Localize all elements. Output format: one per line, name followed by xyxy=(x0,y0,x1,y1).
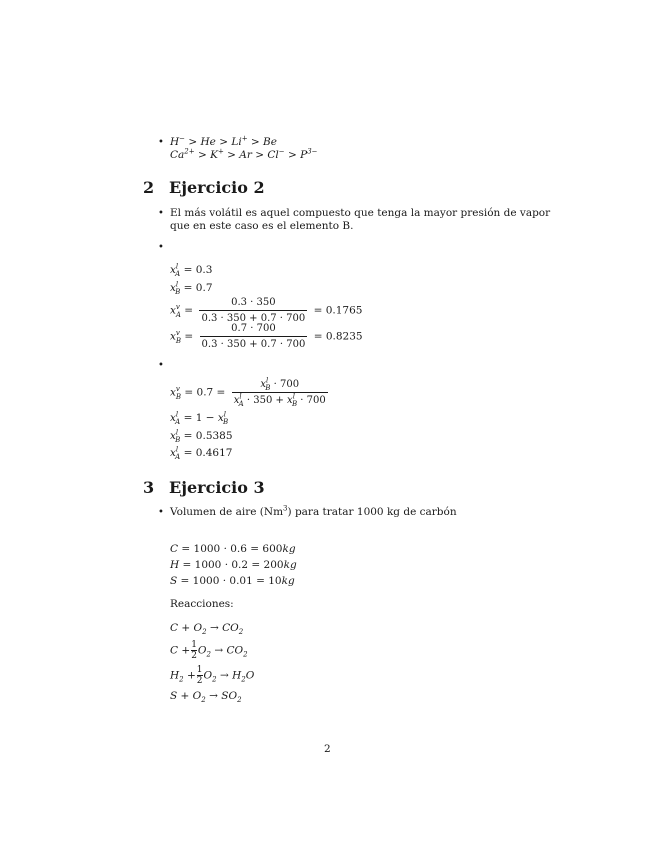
equation-xlB: $x^l_B = 0.7$ xyxy=(170,280,213,297)
reaction-4: $S + O_2 \to SO_2$ xyxy=(170,690,242,705)
paragraph-line: que en este caso es el elemento B. xyxy=(170,220,354,232)
section-number: 2 xyxy=(143,178,155,197)
section-title: Ejercicio 3 xyxy=(169,478,265,497)
bullet-icon: • xyxy=(158,507,164,518)
reaction-2: C + $\frac{1}{2}$ $O_2 \to CO_2$ xyxy=(170,640,248,661)
bullet-icon: • xyxy=(158,242,164,253)
equation-xlA: $x^l_A = 0.3$ xyxy=(170,262,213,279)
bullet-icon: • xyxy=(158,360,164,371)
equation-xlA-result: $x^l_A = 0.4617$ xyxy=(170,445,233,462)
section-title: Ejercicio 2 xyxy=(169,178,265,197)
paragraph-line: Volumen de aire (Nm$^3$) para tratar 1000 kg de carbón xyxy=(170,504,457,518)
equation-xlB-result: $x^l_B = 0.5385$ xyxy=(170,428,233,445)
ionic-order-line1: H− > He > Li+ > Be xyxy=(170,134,277,148)
bullet-icon: • xyxy=(158,137,164,148)
page-number: 2 xyxy=(324,743,331,755)
equation-xlA-relation: $x^l_A = 1 - x^l_B$ xyxy=(170,410,229,427)
equation-xvA: $x^v_A$ = $\frac{0.3 \cdot 350}{0.3 \cdot 350 + 0.7 \cdot 700}$ = 0.1765 xyxy=(170,297,363,324)
section-number: 3 xyxy=(143,478,155,497)
reaction-1: $C + O_2 \to CO_2$ xyxy=(170,622,244,637)
ionic-order-line2: $Ca^{2+} > K^+ > Ar > Cl^- > P^{3-}$ xyxy=(170,147,318,161)
bullet-icon: • xyxy=(158,208,164,219)
reactions-label: Reacciones: xyxy=(170,598,234,610)
reaction-3: $H_2$ + $\frac{1}{2}$ $O_2 \to H_2O$ xyxy=(170,665,255,686)
equation-carbon: C = 1000 · 0.6 = 600kg xyxy=(170,543,296,555)
equation-hydrogen: H = 1000 · 0.2 = 200kg xyxy=(170,559,297,571)
equation-xvB: $x^v_B$ = $\frac{0.7 \cdot 700}{0.3 \cdot 350 + 0.7 \cdot 700}$ = 0.8235 xyxy=(170,323,363,350)
equation-sulfur: S = 1000 · 0.01 = 10kg xyxy=(170,575,295,587)
paragraph-line: El más volátil es aquel compuesto que tenga la mayor presión de vapor xyxy=(170,207,551,219)
equation-xvB-solve: $x^v_B = 0.7$ = $\frac{x^l_B \cdot 700}{x^l_A \cdot 350 + x^l_B \cdot 700}$ xyxy=(170,376,326,408)
